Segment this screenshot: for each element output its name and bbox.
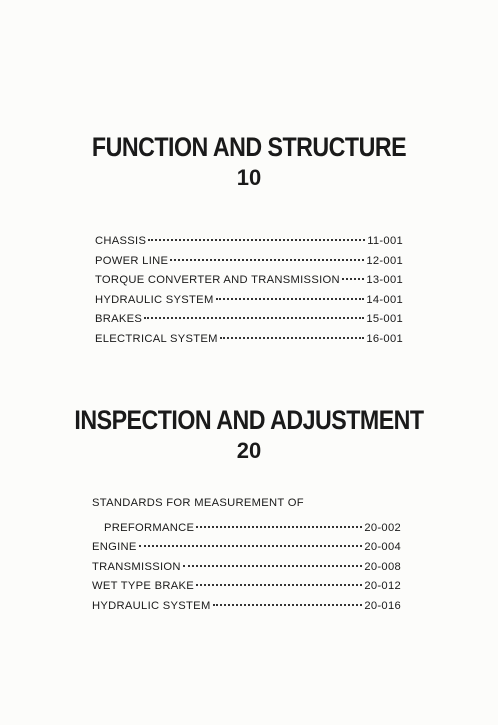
- toc-entry-page: 14-001: [366, 293, 403, 306]
- toc-entry-label: HYDRAULIC SYSTEM: [95, 293, 214, 306]
- toc-entry-label: TRANSMISSION: [92, 560, 181, 573]
- section-number: 20: [236, 438, 262, 463]
- dot-leader: [148, 227, 365, 241]
- toc-list-function-and-structure: [95, 230, 403, 348]
- toc-entry-page: 16-001: [366, 332, 403, 345]
- dot-leader: [144, 305, 364, 319]
- dot-leader: [196, 572, 362, 586]
- dot-leader: [196, 514, 362, 528]
- toc-entry-page: 15-001: [366, 313, 403, 326]
- section-number: 10: [236, 165, 262, 190]
- toc-entry-label: ENGINE: [92, 541, 137, 554]
- section-title: FUNCTION AND STRUCTURE: [91, 132, 407, 162]
- toc-entry-label: WET TYPE BRAKE: [92, 580, 195, 593]
- dot-leader: [183, 553, 363, 567]
- toc-entry-page: 20-012: [364, 580, 401, 593]
- toc-list-inspection-and-adjustment: [92, 497, 401, 615]
- toc-entry-hydraulic-system[interactable]: [92, 595, 401, 615]
- dot-leader: [220, 325, 365, 339]
- dot-leader: [170, 247, 364, 261]
- toc-entry-page: 12-001: [366, 254, 403, 267]
- dot-leader: [342, 266, 364, 280]
- toc-entry-page: 13-001: [366, 274, 403, 287]
- toc-entry-label: ELECTRICAL SYSTEM: [95, 332, 218, 345]
- toc-entry-label: POWER LINE: [95, 254, 169, 267]
- toc-entry-label: PREFORMANCE: [104, 521, 195, 534]
- toc-entry-page: 11-001: [367, 235, 403, 247]
- section-inspection-and-adjustment: [0, 405, 498, 464]
- toc-entry-page: 20-002: [364, 521, 401, 534]
- toc-entry-electrical-system[interactable]: [95, 328, 403, 348]
- dot-leader: [216, 286, 365, 300]
- toc-entry-label: HYDRAULIC SYSTEM: [92, 599, 211, 612]
- toc-entry-label: TORQUE CONVERTER AND TRANSMISSION: [95, 274, 340, 287]
- dot-leader: [139, 533, 363, 547]
- toc-heading-standards: STANDARDS FOR MEASUREMENT OF: [92, 497, 304, 509]
- toc-entry-label: CHASSIS: [95, 235, 147, 247]
- toc-entry-page: 20-004: [364, 541, 401, 554]
- toc-entry-page: 20-016: [364, 599, 401, 612]
- section-title: INSPECTION AND ADJUSTMENT: [74, 405, 424, 435]
- toc-entry-label: BRAKES: [95, 313, 143, 326]
- toc-entry-page: 20-008: [364, 560, 401, 573]
- section-function-and-structure: [0, 132, 498, 191]
- dot-leader: [213, 592, 363, 606]
